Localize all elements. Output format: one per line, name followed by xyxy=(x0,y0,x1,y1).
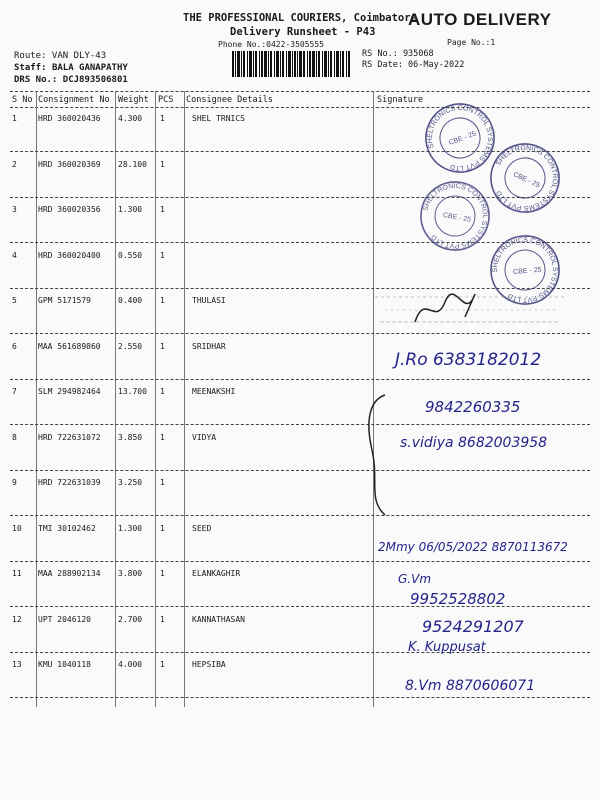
runsheet-title: Delivery Runsheet - P43 xyxy=(230,26,376,38)
row-consignment: HRD 360020369 xyxy=(38,159,101,169)
stamp-2-center: CBE - 25 xyxy=(512,171,541,190)
col-consignment: Consignment No xyxy=(38,95,110,105)
row-weight: 1.300 xyxy=(118,523,143,533)
rs-number: RS No.: 935068 xyxy=(362,49,434,59)
stamp-2-ring-text: SHELTRONICS CONTROL SYSTEMS PVT LTD xyxy=(495,144,559,212)
row-consignee: ELANKAGHIR xyxy=(192,569,241,578)
row-consignment: UPT 2046120 xyxy=(38,614,91,624)
stamp-4-center: CBE - 25 xyxy=(512,266,542,277)
row-pcs: 1 xyxy=(160,432,165,442)
staff-label: Staff: xyxy=(14,63,47,73)
stamp-4-ring-text: SHELTRONICS CONTROL SYSTEMS PVT LTD xyxy=(491,236,559,304)
row-consignee: VIDYA xyxy=(192,432,217,442)
staff xyxy=(14,63,128,73)
row-consignment: KMU 1040118 xyxy=(38,660,91,669)
row-consignment: SLM 294982464 xyxy=(38,387,101,396)
row-pcs: 1 xyxy=(160,159,165,169)
row-weight: 2.700 xyxy=(118,614,143,624)
row-pcs: 1 xyxy=(160,387,165,396)
row13-handwriting: 8.Vm 8870606071 xyxy=(405,678,536,694)
row-pcs: 1 xyxy=(160,341,165,351)
row11-name-handwriting: G.Vm xyxy=(398,572,432,586)
row-consignee: THULASI xyxy=(192,296,226,305)
row-weight: 3.850 xyxy=(118,432,143,442)
row-weight: 1.300 xyxy=(118,205,143,214)
row-pcs: 1 xyxy=(160,478,165,487)
row12-sign-handwriting: K. Kuppusat xyxy=(408,640,486,655)
col-consignee: Consignee Details xyxy=(186,95,273,105)
row-consignment: HRD 722631072 xyxy=(38,432,101,442)
delivery-mode-label: AUTO DELIVERY xyxy=(408,10,552,29)
staff-name: BALA GANAPATHY xyxy=(51,63,128,73)
col-pcs: PCS xyxy=(158,95,174,105)
row-consignee: SHEL TRNICS xyxy=(192,114,245,123)
page-number: Page No.:1 xyxy=(447,38,496,47)
row-divider xyxy=(10,561,590,562)
row-sno: 9 xyxy=(12,478,17,487)
row-consignment: HRD 722631039 xyxy=(38,478,101,487)
row-sno: 10 xyxy=(12,523,22,533)
row-divider xyxy=(10,333,590,334)
row-sno: 8 xyxy=(12,432,17,442)
company-title: THE PROFESSIONAL COURIERS, Coimbatore xyxy=(183,12,417,24)
row-divider xyxy=(10,652,590,653)
drs-value: DCJ893506801 xyxy=(62,75,128,85)
drs-number xyxy=(14,75,128,85)
row-sno: 6 xyxy=(12,341,17,351)
row-consignment: HRD 360020356 xyxy=(38,205,101,214)
row-consignment: TMI 30102462 xyxy=(38,523,96,533)
col-weight: Weight xyxy=(118,95,149,105)
bracket-scribble xyxy=(360,390,390,520)
row-consignee: KANNATHASAN xyxy=(192,614,245,624)
row-pcs: 1 xyxy=(160,250,165,260)
row-pcs: 1 xyxy=(160,523,165,533)
phone-number: Phone No.:0422-3505555 xyxy=(218,40,324,49)
row-consignment: GPM 5171579 xyxy=(38,296,91,305)
col-signature: Signature xyxy=(377,95,424,105)
row-pcs: 1 xyxy=(160,660,165,669)
stamp-1-ring-text: SHELTRONICS CONTROL SYSTEMS PVT LTD xyxy=(426,104,494,172)
row7-handwriting: 9842260335 xyxy=(425,398,521,416)
row-sno: 4 xyxy=(12,250,17,260)
row-weight: 28.100 xyxy=(118,159,147,169)
row-pcs: 1 xyxy=(160,205,165,214)
stamp-1-center: CBE - 25 xyxy=(448,130,478,147)
barcode-image xyxy=(232,51,350,77)
row-consignee: HEPSIBA xyxy=(192,660,226,669)
row8-handwriting: s.vidiya 8682003958 xyxy=(400,435,548,451)
row-divider xyxy=(10,515,590,516)
row-consignment: MAA 561689860 xyxy=(38,341,101,351)
col-sno: S No xyxy=(12,95,33,105)
row-sno: 2 xyxy=(12,159,17,169)
row-consignment: HRD 360020400 xyxy=(38,250,101,260)
row-sno: 13 xyxy=(12,660,22,669)
row-weight: 13.700 xyxy=(118,387,147,396)
row-weight: 0.400 xyxy=(118,296,143,305)
row-divider xyxy=(10,470,590,471)
row10-handwriting: 2Mmy 06/05/2022 8870113672 xyxy=(378,540,568,554)
row-pcs: 1 xyxy=(160,614,165,624)
row6-handwriting: J.Ro 6383182012 xyxy=(395,350,542,370)
row-weight: 3.800 xyxy=(118,569,143,578)
row-divider xyxy=(10,379,590,380)
row-consignee: SRIDHAR xyxy=(192,341,226,351)
rs-date: RS Date: 06-May-2022 xyxy=(362,60,465,70)
row-weight: 4.000 xyxy=(118,660,143,669)
row-weight: 3.250 xyxy=(118,478,143,487)
row-weight: 4.300 xyxy=(118,114,143,123)
row-consignee: SEED xyxy=(192,523,212,533)
row-sno: 11 xyxy=(12,569,22,578)
row-divider xyxy=(10,424,590,425)
row-weight: 2.550 xyxy=(118,341,143,351)
row-sno: 5 xyxy=(12,296,17,305)
row-sno: 1 xyxy=(12,114,17,123)
stamp-3-ring-text: SHELTRONICS CONTROL SYSTEMS PVT LTD xyxy=(422,182,489,250)
row-sno: 3 xyxy=(12,205,17,214)
row-consignee: MEENAKSHI xyxy=(192,387,236,396)
row-pcs: 1 xyxy=(160,569,165,578)
route: Route: VAN DLY-43 xyxy=(14,51,107,61)
row5-signature-scribble xyxy=(370,282,575,332)
stamp-3-center: CBE - 25 xyxy=(442,211,472,224)
row-sno: 7 xyxy=(12,387,17,396)
drs-label: DRS No.: xyxy=(14,75,58,85)
row-sno: 12 xyxy=(12,614,22,624)
row12-phone-handwriting: 9524291207 xyxy=(422,617,524,636)
row-weight: 0.550 xyxy=(118,250,143,260)
row-divider xyxy=(10,697,590,698)
row-consignment: MAA 288902134 xyxy=(38,569,101,578)
row-pcs: 1 xyxy=(160,114,165,123)
row-pcs: 1 xyxy=(160,296,165,305)
row11-phone-handwriting: 9952528802 xyxy=(410,590,506,608)
row-consignment: HRD 360020436 xyxy=(38,114,101,123)
company-stamp xyxy=(405,98,580,308)
